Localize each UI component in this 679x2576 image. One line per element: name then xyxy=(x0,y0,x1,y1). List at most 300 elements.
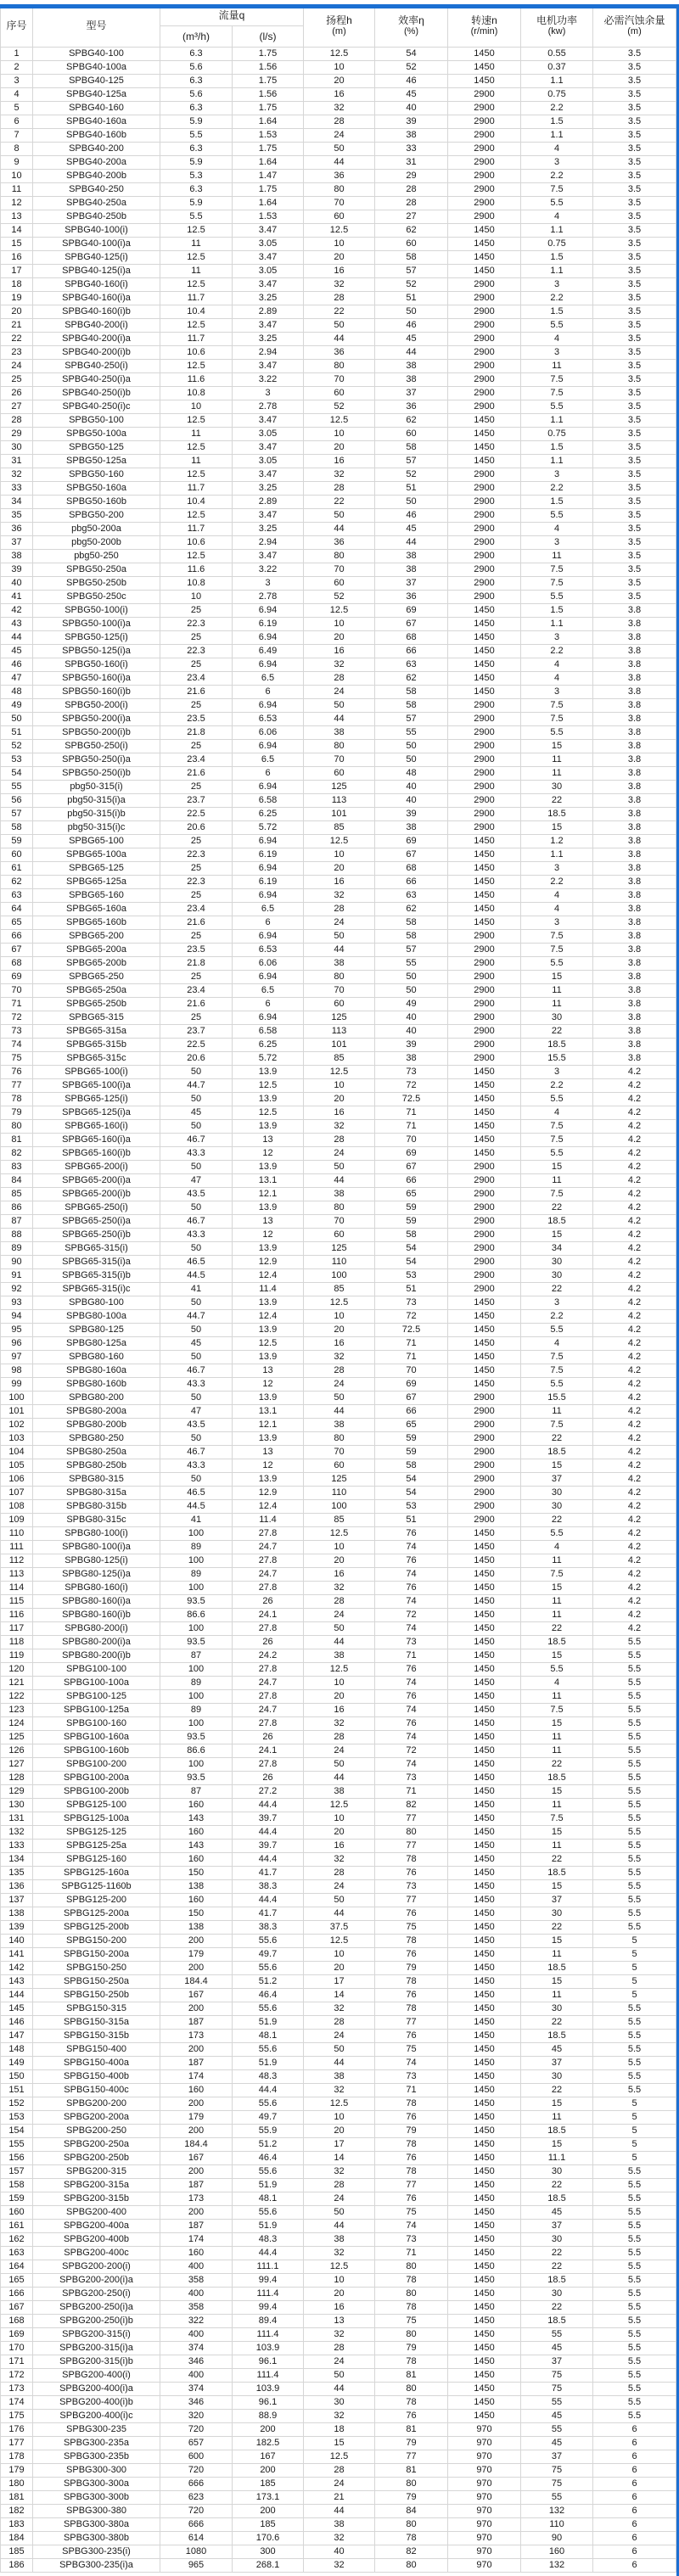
cell-npsh: 4.2 xyxy=(593,1527,676,1541)
cell-flow-ls: 103.9 xyxy=(233,2383,304,2396)
cell-npsh: 5.5 xyxy=(593,2179,676,2192)
cell-flow-ls: 6.19 xyxy=(233,618,304,631)
cell-head: 50 xyxy=(304,143,375,156)
table-row xyxy=(1,2097,676,2111)
cell-flow-m3h: 41 xyxy=(160,1283,233,1296)
table-row xyxy=(1,672,676,686)
cell-motor-power: 11 xyxy=(521,1799,593,1812)
cell-motor-power: 11.1 xyxy=(521,2152,593,2165)
cell-npsh: 4.2 xyxy=(593,1364,676,1378)
cell-model: SPBG50-160 xyxy=(33,468,160,482)
cell-index: 106 xyxy=(1,1473,33,1487)
cell-flow-ls: 27.8 xyxy=(233,1554,304,1568)
cell-speed: 1450 xyxy=(448,75,521,88)
header-flow: 流量q xyxy=(160,5,304,26)
cell-motor-power: 15 xyxy=(521,1826,593,1840)
cell-head: 20 xyxy=(304,631,375,645)
cell-flow-m3h: 46.7 xyxy=(160,1446,233,1459)
cell-flow-ls: 3.25 xyxy=(233,333,304,346)
cell-flow-ls: 12.4 xyxy=(233,1310,304,1324)
cell-head: 70 xyxy=(304,1215,375,1229)
cell-index: 64 xyxy=(1,903,33,916)
cell-head: 80 xyxy=(304,360,375,373)
cell-index: 164 xyxy=(1,2260,33,2274)
cell-motor-power: 132 xyxy=(521,2505,593,2518)
cell-motor-power: 7.5 xyxy=(521,930,593,944)
table-row xyxy=(1,1351,676,1364)
cell-index: 50 xyxy=(1,713,33,726)
table-row xyxy=(1,984,676,998)
cell-flow-m3h: 720 xyxy=(160,2505,233,2518)
cell-flow-ls: 13.9 xyxy=(233,1242,304,1256)
cell-motor-power: 15 xyxy=(521,1161,593,1174)
cell-flow-m3h: 50 xyxy=(160,1324,233,1337)
cell-index: 72 xyxy=(1,1011,33,1025)
cell-flow-m3h: 43.5 xyxy=(160,1419,233,1432)
cell-head: 17 xyxy=(304,2138,375,2152)
cell-index: 178 xyxy=(1,2450,33,2464)
cell-npsh: 3.8 xyxy=(593,835,676,848)
cell-efficiency: 66 xyxy=(375,876,448,889)
cell-efficiency: 39 xyxy=(375,808,448,821)
cell-flow-m3h: 25 xyxy=(160,862,233,876)
cell-efficiency: 71 xyxy=(375,1106,448,1120)
cell-index: 44 xyxy=(1,631,33,645)
cell-efficiency: 59 xyxy=(375,1201,448,1215)
cell-efficiency: 50 xyxy=(375,984,448,998)
cell-model: SPBG65-125 xyxy=(33,862,160,876)
cell-speed: 1450 xyxy=(448,2328,521,2342)
cell-flow-ls: 51.2 xyxy=(233,1975,304,1989)
cell-speed: 1450 xyxy=(448,1310,521,1324)
table-row xyxy=(1,2545,676,2559)
cell-flow-m3h: 25 xyxy=(160,889,233,903)
cell-index: 33 xyxy=(1,482,33,496)
cell-model: SPBG150-400 xyxy=(33,2043,160,2057)
cell-model: SPBG125-160 xyxy=(33,1853,160,1867)
cell-index: 108 xyxy=(1,1500,33,1514)
cell-flow-m3h: 358 xyxy=(160,2274,233,2288)
cell-efficiency: 62 xyxy=(375,903,448,916)
cell-motor-power: 75 xyxy=(521,2478,593,2491)
cell-npsh: 5.5 xyxy=(593,1663,676,1677)
cell-flow-m3h: 93.5 xyxy=(160,1731,233,1744)
cell-motor-power: 37 xyxy=(521,1473,593,1487)
table-row xyxy=(1,1011,676,1025)
cell-npsh: 3.8 xyxy=(593,753,676,767)
cell-flow-ls: 48.1 xyxy=(233,2192,304,2206)
table-row xyxy=(1,944,676,957)
cell-flow-ls: 6.94 xyxy=(233,862,304,876)
table-row xyxy=(1,2247,676,2260)
table-row xyxy=(1,1935,676,1948)
cell-model: SPBG125-25a xyxy=(33,1840,160,1853)
cell-motor-power: 22 xyxy=(521,794,593,808)
cell-npsh: 3.5 xyxy=(593,305,676,319)
cell-npsh: 3.8 xyxy=(593,1011,676,1025)
cell-motor-power: 2.2 xyxy=(521,1310,593,1324)
cell-motor-power: 5.5 xyxy=(521,400,593,414)
table-row xyxy=(1,1975,676,1989)
cell-flow-m3h: 657 xyxy=(160,2437,233,2450)
cell-motor-power: 7.5 xyxy=(521,387,593,400)
cell-efficiency: 70 xyxy=(375,1364,448,1378)
table-row xyxy=(1,1473,676,1487)
cell-index: 126 xyxy=(1,1744,33,1758)
cell-model: SPBG150-315a xyxy=(33,2016,160,2030)
cell-npsh: 3.8 xyxy=(593,903,676,916)
cell-npsh: 3.5 xyxy=(593,496,676,509)
table-row xyxy=(1,2260,676,2274)
cell-flow-m3h: 93.5 xyxy=(160,1636,233,1649)
cell-flow-m3h: 184.4 xyxy=(160,2138,233,2152)
cell-flow-ls: 12.4 xyxy=(233,1500,304,1514)
cell-model: SPBG125-100a xyxy=(33,1812,160,1826)
cell-flow-ls: 3.47 xyxy=(233,414,304,428)
cell-speed: 1450 xyxy=(448,1079,521,1093)
cell-efficiency: 76 xyxy=(375,1907,448,1921)
cell-efficiency: 77 xyxy=(375,1812,448,1826)
table-row xyxy=(1,998,676,1011)
cell-index: 159 xyxy=(1,2192,33,2206)
cell-efficiency: 80 xyxy=(375,2559,448,2573)
cell-npsh: 4.2 xyxy=(593,1622,676,1636)
cell-npsh: 6 xyxy=(593,2464,676,2478)
cell-efficiency: 36 xyxy=(375,400,448,414)
cell-npsh: 6 xyxy=(593,2437,676,2450)
cell-flow-m3h: 174 xyxy=(160,2233,233,2247)
cell-flow-m3h: 160 xyxy=(160,1799,233,1812)
cell-index: 53 xyxy=(1,753,33,767)
cell-model: SPBG200-250(i) xyxy=(33,2288,160,2301)
cell-efficiency: 54 xyxy=(375,48,448,61)
cell-index: 129 xyxy=(1,1785,33,1799)
cell-efficiency: 51 xyxy=(375,1283,448,1296)
cell-motor-power: 1.1 xyxy=(521,224,593,238)
table-row xyxy=(1,1256,676,1269)
cell-npsh: 4.2 xyxy=(593,1405,676,1419)
cell-speed: 1450 xyxy=(448,2342,521,2355)
cell-head: 100 xyxy=(304,1500,375,1514)
cell-efficiency: 72 xyxy=(375,1310,448,1324)
cell-motor-power: 7.5 xyxy=(521,699,593,713)
cell-motor-power: 37 xyxy=(521,2057,593,2070)
cell-motor-power: 7.5 xyxy=(521,944,593,957)
cell-flow-m3h: 160 xyxy=(160,1894,233,1907)
cell-flow-m3h: 614 xyxy=(160,2532,233,2545)
cell-model: SPBG40-100(i) xyxy=(33,224,160,238)
cell-flow-ls: 3.47 xyxy=(233,278,304,292)
cell-efficiency: 73 xyxy=(375,1296,448,1310)
cell-model: SPBG80-160(i)a xyxy=(33,1595,160,1609)
cell-flow-ls: 6.94 xyxy=(233,604,304,618)
cell-efficiency: 73 xyxy=(375,1636,448,1649)
cell-motor-power: 7.5 xyxy=(521,373,593,387)
cell-npsh: 4.2 xyxy=(593,1229,676,1242)
cell-model: SPBG200-250(i)b xyxy=(33,2315,160,2328)
cell-flow-m3h: 11.7 xyxy=(160,482,233,496)
cell-flow-ls: 3 xyxy=(233,387,304,400)
cell-flow-m3h: 23.4 xyxy=(160,753,233,767)
cell-npsh: 5.5 xyxy=(593,2070,676,2084)
table-row xyxy=(1,1364,676,1378)
cell-index: 141 xyxy=(1,1948,33,1962)
cell-flow-m3h: 12.5 xyxy=(160,360,233,373)
cell-flow-ls: 12.1 xyxy=(233,1419,304,1432)
cell-head: 24 xyxy=(304,1609,375,1622)
cell-head: 28 xyxy=(304,2179,375,2192)
cell-index: 74 xyxy=(1,1039,33,1052)
cell-model: SPBG80-315 xyxy=(33,1473,160,1487)
cell-index: 12 xyxy=(1,197,33,210)
cell-index: 41 xyxy=(1,591,33,604)
cell-speed: 2900 xyxy=(448,591,521,604)
cell-npsh: 4.2 xyxy=(593,1242,676,1256)
cell-efficiency: 69 xyxy=(375,604,448,618)
cell-flow-ls: 55.9 xyxy=(233,2125,304,2138)
cell-npsh: 3.8 xyxy=(593,631,676,645)
cell-model: SPBG300-235a xyxy=(33,2437,160,2450)
cell-npsh: 3.5 xyxy=(593,550,676,563)
cell-model: SPBG200-315 xyxy=(33,2165,160,2179)
cell-model: SPBG40-125(i)a xyxy=(33,265,160,278)
cell-flow-ls: 6.06 xyxy=(233,726,304,740)
cell-npsh: 3.5 xyxy=(593,210,676,224)
cell-index: 122 xyxy=(1,1690,33,1704)
cell-model: SPBG40-250(i) xyxy=(33,360,160,373)
cell-efficiency: 77 xyxy=(375,1840,448,1853)
cell-flow-m3h: 25 xyxy=(160,604,233,618)
cell-head: 28 xyxy=(304,903,375,916)
cell-efficiency: 73 xyxy=(375,1880,448,1894)
cell-model: SPBG50-160(i)b xyxy=(33,686,160,699)
cell-model: SPBG80-250a xyxy=(33,1446,160,1459)
cell-index: 48 xyxy=(1,686,33,699)
table-row xyxy=(1,2084,676,2097)
table-row xyxy=(1,1649,676,1663)
cell-flow-ls: 3.25 xyxy=(233,523,304,536)
cell-flow-ls: 12.9 xyxy=(233,1256,304,1269)
cell-head: 44 xyxy=(304,1405,375,1419)
cell-npsh: 3.8 xyxy=(593,876,676,889)
cell-efficiency: 74 xyxy=(375,1758,448,1772)
cell-flow-m3h: 10.8 xyxy=(160,387,233,400)
cell-flow-m3h: 11 xyxy=(160,238,233,251)
cell-model: SPBG125-1160b xyxy=(33,1880,160,1894)
cell-head: 50 xyxy=(304,1894,375,1907)
cell-head: 32 xyxy=(304,2532,375,2545)
cell-motor-power: 30 xyxy=(521,2070,593,2084)
cell-efficiency: 76 xyxy=(375,2410,448,2423)
cell-efficiency: 45 xyxy=(375,523,448,536)
cell-index: 154 xyxy=(1,2125,33,2138)
cell-flow-ls: 185 xyxy=(233,2518,304,2532)
cell-flow-m3h: 322 xyxy=(160,2315,233,2328)
cell-flow-ls: 2.78 xyxy=(233,400,304,414)
cell-index: 142 xyxy=(1,1962,33,1975)
cell-npsh: 4.2 xyxy=(593,1310,676,1324)
cell-speed: 2900 xyxy=(448,496,521,509)
cell-flow-ls: 3 xyxy=(233,577,304,591)
cell-index: 28 xyxy=(1,414,33,428)
cell-flow-m3h: 93.5 xyxy=(160,1772,233,1785)
header-motor-power: 电机功率 (kw) xyxy=(521,5,593,48)
cell-npsh: 4.2 xyxy=(593,1296,676,1310)
cell-speed: 1450 xyxy=(448,2396,521,2410)
cell-motor-power: 15 xyxy=(521,1880,593,1894)
table-row xyxy=(1,1229,676,1242)
cell-index: 118 xyxy=(1,1636,33,1649)
cell-model: SPBG65-250b xyxy=(33,998,160,1011)
cell-flow-m3h: 720 xyxy=(160,2464,233,2478)
cell-efficiency: 78 xyxy=(375,2532,448,2545)
cell-flow-m3h: 50 xyxy=(160,1161,233,1174)
cell-efficiency: 63 xyxy=(375,658,448,672)
cell-flow-m3h: 23.5 xyxy=(160,713,233,726)
cell-flow-ls: 44.4 xyxy=(233,1853,304,1867)
cell-head: 32 xyxy=(304,1717,375,1731)
cell-model: SPBG65-125(i)a xyxy=(33,1106,160,1120)
cell-model: SPBG40-160(i) xyxy=(33,278,160,292)
cell-head: 16 xyxy=(304,1568,375,1582)
cell-speed: 970 xyxy=(448,2437,521,2450)
cell-motor-power: 22 xyxy=(521,1921,593,1935)
cell-flow-ls: 26 xyxy=(233,1731,304,1744)
cell-motor-power: 55 xyxy=(521,2491,593,2505)
table-row xyxy=(1,292,676,305)
cell-head: 113 xyxy=(304,794,375,808)
cell-npsh: 3.5 xyxy=(593,115,676,129)
cell-flow-ls: 12.4 xyxy=(233,1269,304,1283)
cell-index: 91 xyxy=(1,1269,33,1283)
cell-model: SPBG150-200a xyxy=(33,1948,160,1962)
cell-efficiency: 78 xyxy=(375,1853,448,1867)
cell-index: 136 xyxy=(1,1880,33,1894)
cell-efficiency: 76 xyxy=(375,1554,448,1568)
table-row xyxy=(1,1337,676,1351)
cell-efficiency: 28 xyxy=(375,197,448,210)
cell-speed: 2900 xyxy=(448,1392,521,1405)
cell-flow-m3h: 184.4 xyxy=(160,1975,233,1989)
cell-flow-m3h: 23.7 xyxy=(160,794,233,808)
cell-motor-power: 0.75 xyxy=(521,428,593,441)
cell-head: 16 xyxy=(304,265,375,278)
cell-head: 24 xyxy=(304,916,375,930)
cell-model: SPBG150-250b xyxy=(33,1989,160,2002)
cell-model: SPBG80-160 xyxy=(33,1351,160,1364)
cell-speed: 2900 xyxy=(448,1419,521,1432)
cell-npsh: 4.2 xyxy=(593,1609,676,1622)
cell-model: SPBG80-315c xyxy=(33,1514,160,1527)
cell-speed: 1450 xyxy=(448,686,521,699)
cell-speed: 1450 xyxy=(448,1975,521,1989)
cell-efficiency: 54 xyxy=(375,1487,448,1500)
cell-motor-power: 0.75 xyxy=(521,238,593,251)
cell-flow-ls: 13.9 xyxy=(233,1392,304,1405)
cell-head: 60 xyxy=(304,1229,375,1242)
cell-model: SPBG50-250(i) xyxy=(33,740,160,753)
cell-index: 169 xyxy=(1,2328,33,2342)
cell-model: SPBG300-300b xyxy=(33,2491,160,2505)
cell-npsh: 3.8 xyxy=(593,672,676,686)
cell-npsh: 5.5 xyxy=(593,2342,676,2355)
cell-model: SPBG50-100(i)a xyxy=(33,618,160,631)
cell-npsh: 3.8 xyxy=(593,699,676,713)
cell-model: SPBG40-100(i)a xyxy=(33,238,160,251)
cell-head: 10 xyxy=(304,1677,375,1690)
table-row xyxy=(1,2030,676,2043)
table-row xyxy=(1,468,676,482)
cell-motor-power: 1.1 xyxy=(521,414,593,428)
table-row xyxy=(1,591,676,604)
cell-index: 137 xyxy=(1,1894,33,1907)
cell-efficiency: 78 xyxy=(375,1975,448,1989)
cell-model: SPBG150-200 xyxy=(33,1935,160,1948)
table-row xyxy=(1,1093,676,1106)
table-row xyxy=(1,2002,676,2016)
table-row xyxy=(1,2301,676,2315)
cell-head: 20 xyxy=(304,1093,375,1106)
cell-motor-power: 30 xyxy=(521,2233,593,2247)
cell-head: 44 xyxy=(304,944,375,957)
cell-npsh: 5.5 xyxy=(593,2084,676,2097)
cell-flow-ls: 27.8 xyxy=(233,1622,304,1636)
cell-index: 113 xyxy=(1,1568,33,1582)
table-row xyxy=(1,2518,676,2532)
cell-model: SPBG65-315(i)b xyxy=(33,1269,160,1283)
cell-speed: 1450 xyxy=(448,1731,521,1744)
cell-motor-power: 15 xyxy=(521,2138,593,2152)
cell-head: 24 xyxy=(304,1744,375,1758)
cell-motor-power: 3 xyxy=(521,346,593,360)
cell-head: 24 xyxy=(304,2030,375,2043)
cell-index: 73 xyxy=(1,1025,33,1039)
table-row xyxy=(1,2220,676,2233)
cell-model: SPBG40-200a xyxy=(33,156,160,170)
cell-npsh: 3.5 xyxy=(593,278,676,292)
cell-head: 28 xyxy=(304,2342,375,2355)
cell-model: SPBG200-250b xyxy=(33,2152,160,2165)
cell-head: 12.5 xyxy=(304,1799,375,1812)
cell-index: 37 xyxy=(1,536,33,550)
cell-efficiency: 69 xyxy=(375,835,448,848)
cell-model: SPBG65-250a xyxy=(33,984,160,998)
cell-efficiency: 58 xyxy=(375,686,448,699)
cell-model: SPBG100-160a xyxy=(33,1731,160,1744)
cell-flow-ls: 96.1 xyxy=(233,2355,304,2369)
cell-npsh: 5.5 xyxy=(593,1649,676,1663)
cell-npsh: 5.5 xyxy=(593,2260,676,2274)
cell-model: SPBG50-100(i) xyxy=(33,604,160,618)
cell-model: SPBG80-100(i)a xyxy=(33,1541,160,1554)
cell-model: SPBG65-250(i)a xyxy=(33,1215,160,1229)
table-row xyxy=(1,1812,676,1826)
cell-motor-power: 11 xyxy=(521,984,593,998)
cell-flow-ls: 46.4 xyxy=(233,1989,304,2002)
cell-index: 147 xyxy=(1,2030,33,2043)
cell-motor-power: 7.5 xyxy=(521,1134,593,1147)
cell-npsh: 3.5 xyxy=(593,577,676,591)
cell-model: SPBG50-250c xyxy=(33,591,160,604)
cell-speed: 1450 xyxy=(448,876,521,889)
cell-model: SPBG50-125(i) xyxy=(33,631,160,645)
cell-efficiency: 65 xyxy=(375,1188,448,1201)
cell-flow-ls: 44.4 xyxy=(233,2084,304,2097)
cell-motor-power: 2.2 xyxy=(521,876,593,889)
table-row xyxy=(1,400,676,414)
cell-flow-ls: 99.4 xyxy=(233,2274,304,2288)
cell-motor-power: 15 xyxy=(521,1935,593,1948)
